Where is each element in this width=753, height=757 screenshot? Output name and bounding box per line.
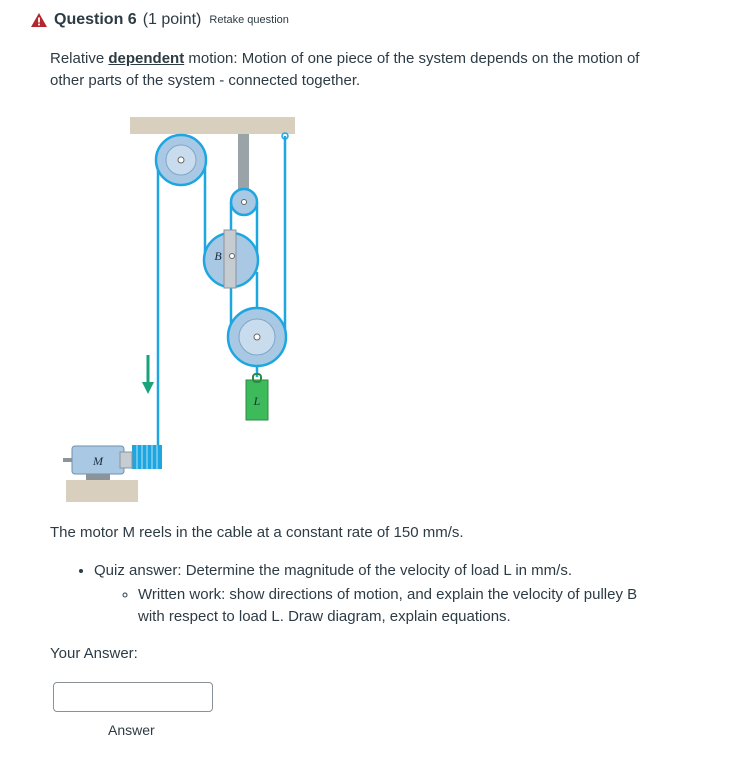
sub-list: [94, 584, 654, 628]
pulley-b-label: B: [214, 249, 222, 263]
pulley-b: [204, 230, 258, 288]
warning-icon: [30, 12, 48, 28]
question-title: Question 6: [54, 11, 137, 28]
answer-caption: Answer: [108, 722, 155, 738]
instruction-list: [66, 560, 654, 628]
intro-suffix: motion: Motion of one piece of the system depends on the motion of other parts of the system - connected together.: [50, 50, 640, 89]
fixed-pulley-top: [156, 135, 206, 185]
intro-prefix: Relative: [50, 50, 109, 67]
intro-text: [50, 48, 650, 92]
load-label: L: [253, 394, 261, 408]
pulley-lower: [228, 308, 286, 366]
question-points: (1 point): [142, 11, 202, 28]
ceiling-beam: [130, 117, 295, 134]
motor-label: M: [93, 454, 103, 468]
retake-label: Retake question: [209, 14, 289, 26]
cable-drum: [132, 445, 162, 469]
written-work-item: ◦ Written work: show directions of motion, and explain the velocity of pulley B with respect to load L. Draw diagram, explain equations.: [138, 584, 654, 628]
intro-emphasis: dependent: [108, 50, 185, 67]
your-answer-label: Your Answer:: [50, 645, 138, 662]
fixed-pulley-small: [231, 189, 257, 215]
answer-input[interactable]: [53, 682, 213, 712]
quiz-answer-text: Quiz answer: Determine the magnitude of the velocity of load L in mm/s.: [94, 562, 573, 579]
quiz-answer-item: [94, 560, 654, 628]
down-arrow-icon: [142, 355, 154, 394]
problem-statement: The motor M reels in the cable at a constant rate of 150 mm/s.: [50, 524, 464, 541]
pulley-system-figure: [60, 112, 310, 507]
question-header: [30, 11, 289, 29]
